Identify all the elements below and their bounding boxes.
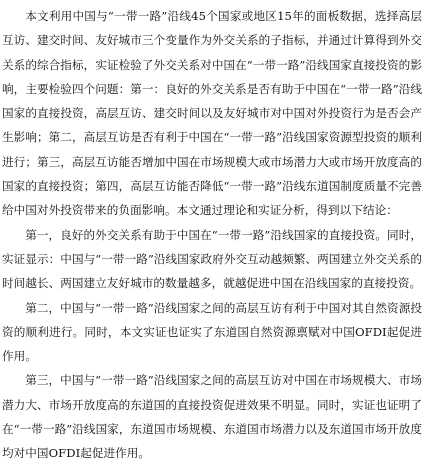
paragraph-conclusion-3: 第三，中国与“一带一路”沿线国家之间的高层互访对中国在市场规模大、市场潜力大、市场开放度高的东道国的直接投资促进效果不明显。同时，实证也证明了在“一带一路”沿线国家，东道国市场规模、东道国市场潜力以及东道国市场开放度均对中国OFDI起促进作用。 [2, 373, 422, 461]
paragraph-conclusion-1: 第一，良好的外交关系有助于中国在“一带一路”沿线国家的直接投资。同时，实证显示：中国与“一带一路”沿线国家政府外交互动越频繁、两国建立外交关系的时间越长、两国建立友好城市的数量越多，就越促进中国在沿线国家的直接投资。 [2, 227, 422, 291]
paragraph-intro: 本文利用中国与“一带一路”沿线45个国家或地区15年的面板数据，选择高层互访、建交时间、友好城市三个变量作为外交关系的子指标，并通过计算得到外交关系的综合指标，实证检验了外交关系对中国在“一带一路”沿线国家直接投资的影响，主要检验四个问题：第一：良好的外交关系是否有助于中国在“一带一路”沿线国家的直接投资，高层互访、建交时间以及友好城市对中国对外投资行为是否会产生影响；第二，高层互访是否有利于中国在“一带一路”沿线国家资源型投资的顺利进行；第三，高层互访能否增加中国在市场规模大或市场潜力大或市场开放度高的国家的直接投资；第四，高层互访能否降低“一带一路”沿线东道国制度质量不完善给中国对外投资带来的负面影响。本文通过理论和实证分析，得到以下结论： [2, 9, 422, 218]
paragraph-conclusion-2: 第二，中国与“一带一路”沿线国家之间的高层互访有利于中国对其自然资源投资的顺利进行。同时，本文实证也证实了东道国自然资源禀赋对中国OFDI起促进作用。 [2, 300, 422, 364]
